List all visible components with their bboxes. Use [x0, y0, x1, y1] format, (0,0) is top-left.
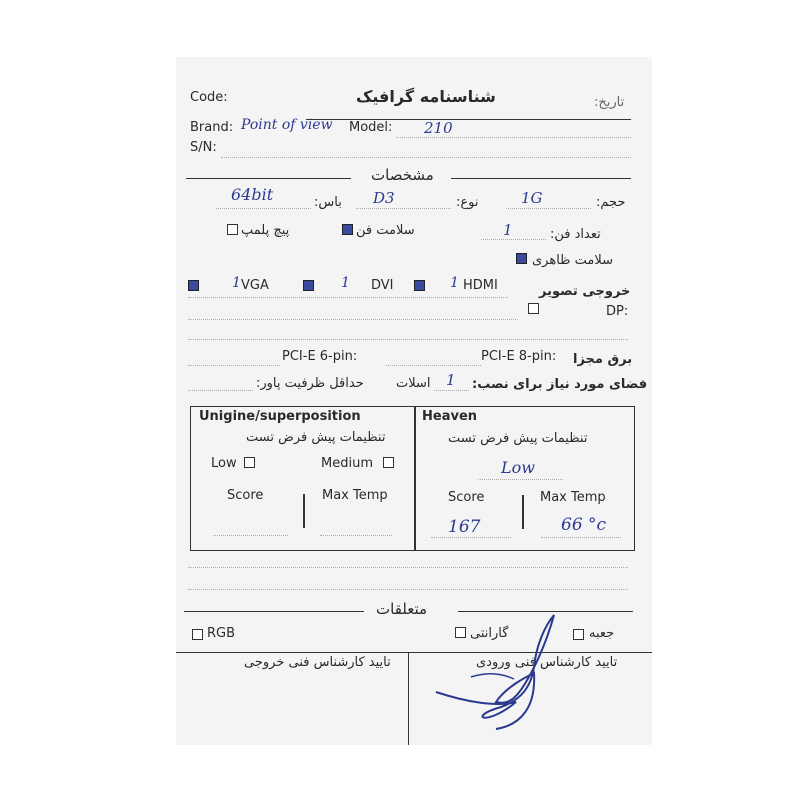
model-line: [396, 137, 631, 138]
slot-value: 1: [446, 371, 456, 389]
heaven-temp-value: 66 °c: [561, 515, 607, 535]
entry-approval-label: تایید کارشناس فنی ورودی: [476, 655, 618, 670]
warranty-label: گارانتی: [470, 626, 509, 641]
accessories-title: متعلقات: [376, 600, 428, 618]
bus-line: [216, 208, 311, 209]
heaven-score-value: 167: [448, 517, 481, 537]
screw-label: پیچ پلمپ: [241, 223, 290, 238]
heaven-temp-line: [541, 537, 621, 538]
type-line: [356, 208, 451, 209]
unigine-medium-checkbox[interactable]: [383, 457, 394, 468]
fan-count-line: [481, 239, 546, 240]
unigine-low-checkbox[interactable]: [244, 457, 255, 468]
slot-label: اسلات: [396, 376, 431, 391]
unigine-preset-label: تنظیمات پیش فرض تست: [246, 430, 386, 445]
unigine-title: Unigine/superposition: [199, 409, 361, 424]
pcie8-line: [386, 365, 481, 366]
heaven-score-label: Score: [448, 490, 485, 505]
dp-label: DP:: [606, 304, 629, 319]
exit-approval-label: تایید کارشناس فنی خروجی: [244, 655, 391, 670]
min-power-label: حداقل ظرفیت پاور:: [256, 376, 364, 391]
size-line: [506, 208, 591, 209]
heaven-preset-line: [478, 479, 563, 480]
blank-line-3: [188, 589, 628, 590]
signature-drawing: [426, 607, 566, 737]
rgb-label: RGB: [207, 626, 236, 641]
unigine-medium-label: Medium: [321, 456, 373, 471]
vga-mark: [188, 280, 199, 291]
model-label: Model:: [349, 120, 393, 135]
appearance-label: سلامت ظاهری: [532, 253, 614, 268]
rgb-checkbox[interactable]: [192, 629, 203, 640]
pcie6-label: PCI-E 6-pin:: [282, 349, 358, 364]
specs-rule-left: [186, 178, 351, 179]
spec-sheet: [176, 57, 652, 745]
fan-health-label: سلامت فن: [356, 223, 415, 238]
heaven-preset-label: تنظیمات پیش فرض تست: [448, 431, 588, 446]
unigine-temp-label: Max Temp: [322, 488, 388, 503]
brand-value: Point of view: [241, 117, 333, 133]
min-power-line: [188, 390, 253, 391]
unigine-separator: [303, 494, 305, 528]
unigine-low-label: Low: [211, 456, 237, 471]
screw-checkbox[interactable]: [227, 224, 238, 235]
approvals-rule: [176, 652, 652, 653]
heaven-score-line: [431, 537, 511, 538]
sn-label: S/N:: [190, 140, 217, 155]
page-title: شناسنامه گرافیک: [356, 87, 496, 106]
code-label: Code:: [190, 90, 228, 105]
outputs-line: [188, 297, 508, 298]
fan-count-label: تعداد فن:: [550, 227, 601, 242]
size-label: حجم:: [596, 195, 626, 210]
size-value: 1G: [521, 189, 543, 207]
dvi-label: DVI: [371, 278, 394, 293]
heaven-temp-label: Max Temp: [540, 490, 606, 505]
unigine-score-label: Score: [227, 488, 264, 503]
fan-count-value: 1: [503, 221, 513, 239]
space-label: فضای مورد نیاز برای نصب:: [472, 377, 648, 392]
vga-count: 1: [232, 275, 241, 291]
date-label: تاریخ:: [594, 95, 625, 110]
box-label: جعبه: [589, 626, 615, 641]
dvi-mark: [303, 280, 314, 291]
specs-title: مشخصات: [371, 166, 434, 184]
type-label: نوع:: [456, 195, 479, 210]
power-label: برق مجزا: [573, 352, 633, 367]
dp-line: [188, 319, 518, 320]
dvi-count: 1: [341, 275, 350, 291]
approvals-divider: [408, 652, 409, 745]
test-box-divider: [414, 406, 416, 551]
sn-line: [221, 157, 631, 158]
vga-label: VGA: [241, 278, 269, 293]
heaven-preset-value: Low: [501, 458, 535, 477]
bus-label: باس:: [314, 195, 342, 210]
hdmi-count: 1: [450, 275, 459, 291]
hdmi-label: HDMI: [463, 278, 498, 293]
unigine-temp-line: [320, 535, 392, 536]
slot-line: [434, 390, 469, 391]
bus-value: 64bit: [231, 185, 274, 204]
blank-line-2: [188, 567, 628, 568]
hdmi-mark: [414, 280, 425, 291]
box-checkbox[interactable]: [573, 629, 584, 640]
fan-health-checkbox[interactable]: [342, 224, 353, 235]
outputs-label: خروجی تصویر: [539, 284, 631, 299]
model-value: 210: [424, 119, 453, 137]
type-value: D3: [373, 189, 395, 207]
unigine-score-line: [213, 535, 288, 536]
accessories-rule-left: [184, 611, 364, 612]
heaven-title: Heaven: [422, 409, 478, 424]
dp-checkbox[interactable]: [528, 303, 539, 314]
blank-line: [188, 339, 628, 340]
appearance-checkbox[interactable]: [516, 253, 527, 264]
pcie6-line: [188, 365, 280, 366]
brand-label: Brand:: [190, 120, 234, 135]
pcie8-label: PCI-E 8-pin:: [481, 349, 557, 364]
specs-rule-right: [451, 178, 631, 179]
heaven-separator: [522, 495, 524, 529]
